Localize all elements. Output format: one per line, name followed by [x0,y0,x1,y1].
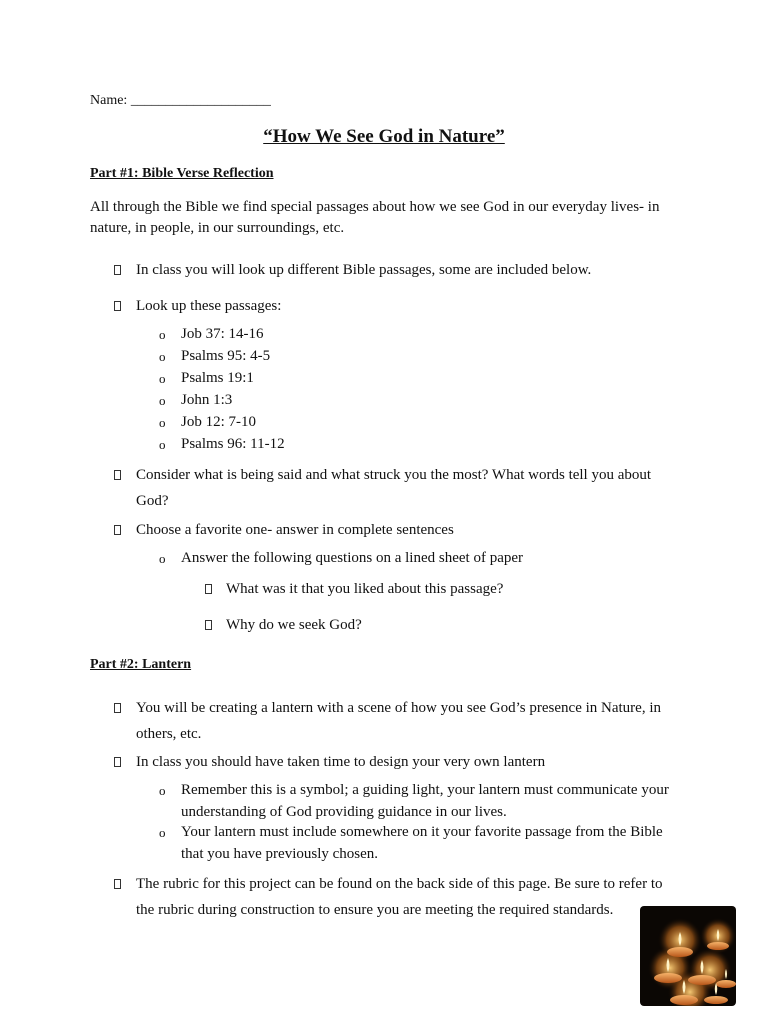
page-title: “How We See God in Nature” [263,126,505,147]
part2-bullet2: In class you should have taken time to design your very own lantern [136,754,546,770]
part1-bullet3-line2: God? [136,493,169,509]
circle-bullet-icon: o [159,551,166,566]
circle-bullet-icon: o [159,327,166,342]
circle-bullet-icon: o [159,349,166,364]
circle-bullet-icon: o [159,825,166,840]
part2-heading: Part #2: Lantern [90,657,192,672]
checkbox-bullet-icon [114,301,121,311]
part2-bullet3-line1: The rubric for this project can be found on the back side of this page. Be sure to refer to [136,876,663,892]
part1-heading: Part #1: Bible Verse Reflection [90,166,274,181]
passage-item: Psalms 95: 4-5 [181,348,271,364]
part2-bullet3-line2: the rubric during construction to ensure you are meeting the required standards. [136,902,614,918]
candles-photo [640,906,736,1006]
passage-item: Psalms 96: 11-12 [181,436,285,452]
checkbox-bullet-icon [114,757,121,767]
part2-sub1-line2: understanding of God providing guidance in our lives. [181,804,507,820]
checkbox-bullet-icon [114,470,121,480]
question-2: Why do we seek God? [226,617,362,633]
part2-bullet1-line2: others, etc. [136,726,202,742]
part2-sub1-line1: Remember this is a symbol; a guiding light, your lantern must communicate your [181,782,669,798]
name-field-label: Name: ____________________ [90,93,271,108]
checkbox-bullet-icon [205,620,212,630]
circle-bullet-icon: o [159,437,166,452]
part1-bullet3-line1: Consider what is being said and what struck you the most? What words tell you about [136,467,652,483]
checkbox-bullet-icon [114,265,121,275]
part1-bullet1: In class you will look up different Bible passages, some are included below. [136,262,592,278]
passage-item: Psalms 19:1 [181,370,254,386]
part1-bullet2: Look up these passages: [136,298,282,314]
part1-sub-answer: Answer the following questions on a lined sheet of paper [181,550,524,566]
passage-item: Job 37: 14-16 [181,326,264,342]
passage-item: Job 12: 7-10 [181,414,256,430]
part2-bullet1-line1: You will be creating a lantern with a scene of how you see God’s presence in Nature, in [136,700,661,716]
part1-intro-line2: nature, in people, in our surroundings, etc. [90,220,345,236]
part2-sub2-line2: that you have previously chosen. [181,846,379,862]
circle-bullet-icon: o [159,415,166,430]
circle-bullet-icon: o [159,371,166,386]
part1-bullet4: Choose a favorite one- answer in complete sentences [136,522,454,538]
candles-icon [640,906,736,1006]
passage-item: John 1:3 [181,392,233,408]
question-1: What was it that you liked about this passage? [226,581,504,597]
checkbox-bullet-icon [205,584,212,594]
circle-bullet-icon: o [159,393,166,408]
checkbox-bullet-icon [114,879,121,889]
checkbox-bullet-icon [114,703,121,713]
part1-intro-line1: All through the Bible we find special passages about how we see God in our everyday lives- in [90,199,660,215]
circle-bullet-icon: o [159,783,166,798]
part2-sub2-line1: Your lantern must include somewhere on it your favorite passage from the Bible [181,824,663,840]
checkbox-bullet-icon [114,525,121,535]
